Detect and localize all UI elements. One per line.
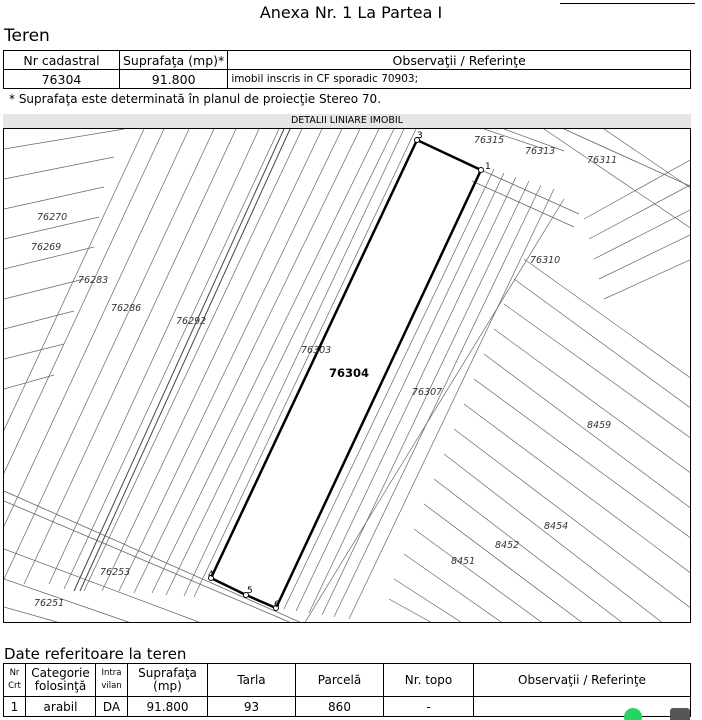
phone-icon[interactable] bbox=[670, 708, 690, 720]
parcel-label-76269: 76269 bbox=[31, 242, 62, 253]
parcel-label-76315: 76315 bbox=[474, 135, 505, 146]
parcel-label-76292: 76292 bbox=[176, 316, 207, 327]
cell-tarla: 93 bbox=[208, 697, 296, 717]
cell-parcela: 860 bbox=[296, 697, 384, 717]
header-nr-cadastral: Nr cadastral bbox=[4, 51, 120, 70]
parcel-label-8454: 8454 bbox=[544, 521, 569, 532]
parcel-label-76283: 76283 bbox=[78, 275, 109, 286]
left-strips bbox=[4, 129, 564, 623]
section-title-teren: Teren bbox=[4, 26, 50, 46]
annex-title: Anexa Nr. 1 La Partea I bbox=[259, 3, 443, 22]
parcel-label-76303: 76303 bbox=[301, 345, 332, 356]
cell-intravilan: DA bbox=[96, 697, 128, 717]
point-label-5: 5 bbox=[247, 586, 253, 596]
right-strips bbox=[389, 129, 691, 623]
table-row bbox=[4, 697, 691, 717]
parcel-label-76270: 76270 bbox=[37, 212, 68, 223]
cell-nr-topo: - bbox=[384, 697, 474, 717]
cadastral-table bbox=[3, 50, 691, 89]
point-label-6: 6 bbox=[274, 600, 280, 610]
section-title-date-teren: Date referitoare la teren bbox=[4, 645, 187, 663]
vertex-point-1 bbox=[479, 168, 484, 173]
header-suprafata: Suprafaţa (mp)* bbox=[120, 51, 228, 70]
map-drawing bbox=[4, 129, 691, 623]
cell-suprafata-mp: 91.800 bbox=[128, 697, 208, 717]
point-label-3: 3 bbox=[417, 131, 423, 141]
cell-observatii: imobil inscris in CF sporadic 70903; bbox=[228, 70, 691, 89]
point-label-1: 1 bbox=[485, 162, 491, 172]
cell-suprafata: 91.800 bbox=[120, 70, 228, 89]
point-label-4: 4 bbox=[208, 570, 214, 580]
land-data-table bbox=[3, 663, 691, 717]
header-nr-crt: Nr Crt bbox=[4, 664, 26, 697]
header-parcela: Parcelă bbox=[296, 664, 384, 697]
parcel-label-8452: 8452 bbox=[495, 540, 520, 551]
parcel-label-76253: 76253 bbox=[100, 567, 131, 578]
cell-observatii-referinte bbox=[474, 697, 691, 717]
parcel-label-76311: 76311 bbox=[587, 155, 618, 166]
parcel-label-76251: 76251 bbox=[34, 598, 65, 609]
land-data-header bbox=[4, 664, 691, 697]
far-left-strips bbox=[4, 129, 124, 389]
map-header: DETALII LINIARE IMOBIL bbox=[3, 114, 691, 128]
header-nr-topo: Nr. topo bbox=[384, 664, 474, 697]
parcel-label-76310: 76310 bbox=[530, 255, 561, 266]
header-observatii-referinte: Observaţii / Referinţe bbox=[474, 664, 691, 697]
header-categorie: Categorie folosinţă bbox=[26, 664, 96, 697]
parcel-label-8459: 8459 bbox=[587, 420, 612, 431]
header-observatii: Observaţii / Referinţe bbox=[228, 51, 691, 70]
header-tarla: Tarla bbox=[208, 664, 296, 697]
parcel-label-76313: 76313 bbox=[525, 146, 556, 157]
parcel-label-76307: 76307 bbox=[412, 387, 443, 398]
main-parcel-label: 76304 bbox=[329, 366, 370, 380]
cadastral-table-header bbox=[4, 51, 691, 70]
table-row bbox=[4, 70, 691, 89]
cell-nr-cadastral: 76304 bbox=[4, 70, 120, 89]
header-suprafata-mp: Suprafaţa (mp) bbox=[128, 664, 208, 697]
cell-categorie: arabil bbox=[26, 697, 96, 717]
cell-nr-crt: 1 bbox=[4, 697, 26, 717]
whatsapp-icon[interactable] bbox=[624, 708, 642, 720]
parcel-label-8451: 8451 bbox=[451, 556, 476, 567]
parcel-label-76286: 76286 bbox=[111, 303, 142, 314]
header-intravilan: Intra vilan bbox=[96, 664, 128, 697]
parcel-map bbox=[3, 128, 691, 623]
projection-note: * Suprafaţa este determinată în planul de proiecţie Stereo 70. bbox=[9, 92, 382, 106]
